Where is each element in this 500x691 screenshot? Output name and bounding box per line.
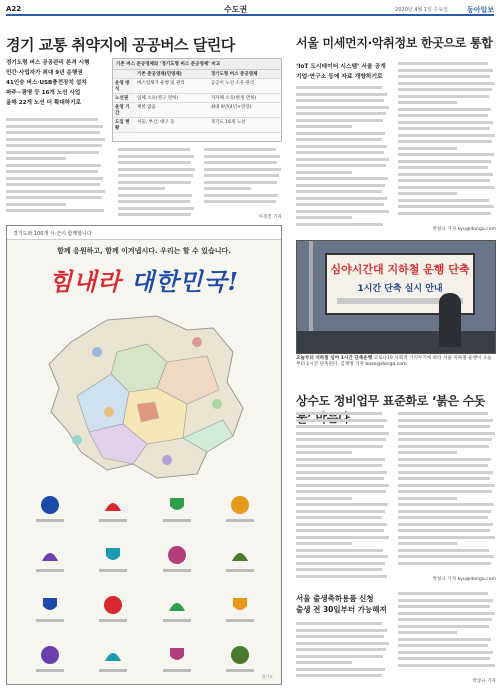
text-line <box>398 549 489 552</box>
text-line <box>398 503 494 506</box>
text-line <box>296 432 389 435</box>
paper-name: 동아일보 <box>466 6 494 14</box>
text-line <box>398 438 492 441</box>
text-line <box>296 635 384 638</box>
right-body-column-1 <box>296 86 390 232</box>
text-line <box>6 170 98 173</box>
text-line <box>398 451 457 454</box>
text-line <box>296 106 389 109</box>
text-line <box>118 148 190 151</box>
text-line <box>204 194 278 197</box>
table-row <box>113 103 281 118</box>
text-line <box>296 529 384 532</box>
text-line <box>398 179 490 182</box>
advertisement <box>6 225 282 685</box>
text-line <box>398 477 490 480</box>
issue-date: 2020년 4월 1일 수요일 <box>395 7 448 13</box>
city-emblem-icon <box>212 594 270 634</box>
right-headline-1: 서울 미세먼지·악취정보 한곳으로 통합 <box>296 36 493 50</box>
right-subhead: 기업·연구소 등에 자료 개방하기로 <box>296 74 383 80</box>
text-line <box>398 147 457 150</box>
text-line <box>398 153 494 156</box>
text-line <box>398 599 493 602</box>
text-line <box>398 516 488 519</box>
text-line <box>296 668 385 671</box>
text-line <box>398 127 490 130</box>
text-line <box>296 575 387 578</box>
text-line <box>398 140 492 143</box>
text-line <box>296 542 352 545</box>
city-emblem-icon <box>85 494 143 534</box>
table-row <box>113 94 281 103</box>
text-line <box>398 523 493 526</box>
text-line <box>398 445 489 448</box>
text-line <box>296 112 386 115</box>
comparison-table <box>112 58 282 142</box>
text-line <box>6 157 66 160</box>
text-line <box>296 484 389 487</box>
text-line <box>296 661 352 664</box>
text-line <box>118 213 191 216</box>
text-line <box>296 477 384 480</box>
page-number: A22 <box>6 5 22 13</box>
table-cell: 서울, 부산, 대구 등 <box>135 118 209 133</box>
text-line <box>398 192 457 195</box>
text-line <box>6 203 66 206</box>
table-row <box>113 79 281 94</box>
right-byline-3: 박창규 기자 <box>472 679 496 684</box>
text-line <box>398 542 457 545</box>
table-cell: 최대 9년(4년+연장) <box>209 103 281 118</box>
table-header: 경기도형 버스 준공영제 <box>209 70 281 79</box>
caption-credit: 김재명 기자 base@donga.com <box>340 362 407 367</box>
table-cell: 노선권 <box>113 94 135 103</box>
right-byline-2: 박창규 기자 kyu@donga.com <box>432 577 496 582</box>
text-line <box>296 184 385 187</box>
right-body-column-2 <box>398 62 496 222</box>
text-line <box>296 125 352 128</box>
text-line <box>296 674 382 677</box>
text-line <box>296 412 382 415</box>
table-header <box>113 70 135 79</box>
left-body-column-2 <box>118 148 196 220</box>
text-line <box>398 657 490 660</box>
text-line <box>296 210 389 213</box>
text-line <box>118 161 191 164</box>
text-line <box>204 155 280 158</box>
caption-lead: 오늘부터 지하철 심야 1시간 단축운행 <box>296 356 373 361</box>
table-cell: 제한 없음 <box>135 103 209 118</box>
text-line <box>6 209 104 212</box>
right-byline-1: 박창규 기자 kyu@donga.com <box>432 227 496 232</box>
table-cell: 경기도 16개 노선 <box>209 118 281 133</box>
news-photo <box>296 240 496 354</box>
text-line <box>398 108 491 111</box>
text-line <box>398 484 495 487</box>
text-line <box>118 187 165 190</box>
text-line <box>204 148 276 151</box>
text-line <box>296 622 382 625</box>
text-line <box>398 464 488 467</box>
text-line <box>398 160 491 163</box>
ad-brush-title <box>7 262 281 297</box>
text-line <box>296 562 385 565</box>
photo-person <box>439 293 461 347</box>
text-line <box>296 93 387 96</box>
text-line <box>6 183 100 186</box>
text-line <box>296 549 383 552</box>
table-cell: 업체 소유(영구 면허) <box>135 94 209 103</box>
text-line <box>398 497 457 500</box>
table-cell: 도입 현황 <box>113 118 135 133</box>
text-line <box>296 497 352 500</box>
text-line <box>398 82 495 85</box>
text-line <box>296 490 386 493</box>
text-line <box>118 181 191 184</box>
text-line <box>6 118 98 121</box>
text-line <box>6 164 101 167</box>
text-line <box>398 412 488 415</box>
text-line <box>296 458 385 461</box>
photo-platform <box>297 331 495 353</box>
text-line <box>6 190 105 193</box>
left-body-column-1 <box>6 118 106 218</box>
text-line <box>398 562 491 565</box>
text-line <box>398 425 490 428</box>
text-line <box>398 618 492 621</box>
right-body-column-4 <box>398 412 496 572</box>
text-line <box>398 458 491 461</box>
text-line <box>296 555 388 558</box>
text-line <box>398 173 493 176</box>
text-line <box>398 664 495 667</box>
text-line <box>296 516 382 519</box>
text-line <box>296 438 386 441</box>
text-line <box>118 174 193 177</box>
text-line <box>296 119 383 122</box>
left-subhead: 파주~광명 등 16개 노선 사업 <box>6 90 81 96</box>
text-line <box>296 197 387 200</box>
city-emblem-icon <box>148 594 206 634</box>
text-line <box>296 164 386 167</box>
text-line <box>398 419 493 422</box>
text-line <box>296 171 352 174</box>
city-emblem-icon <box>21 544 79 584</box>
section-name: 수도권 <box>224 5 248 14</box>
text-line <box>296 568 382 571</box>
text-line <box>296 203 384 206</box>
text-line <box>296 642 389 645</box>
text-line <box>398 95 489 98</box>
ad-brush-red: 힘내라 <box>48 267 131 296</box>
left-subhead: 41인승 버스·USB충전장치 설치 <box>6 80 87 86</box>
right-headline-2: 상수도 정비업무 표준화로 ‘붉은 수돗 <box>296 394 486 408</box>
city-emblem-icon <box>21 494 79 534</box>
city-emblem-icon <box>212 644 270 684</box>
city-emblem-icon <box>21 594 79 634</box>
table-title: 기존 버스 준공영제와 ‘경기도형 버스 준공영제’ 비교 <box>113 59 281 70</box>
text-line <box>398 432 495 435</box>
table-cell: 운영 기간 <box>113 103 135 118</box>
text-line <box>204 200 276 203</box>
table-cell: 지자체 소유(한정 면허) <box>209 94 281 103</box>
text-line <box>398 536 495 539</box>
text-line <box>296 138 382 141</box>
text-line <box>296 445 383 448</box>
text-line <box>398 612 495 615</box>
text-line <box>296 464 382 467</box>
left-body-column-3 <box>204 148 282 212</box>
text-line <box>296 523 387 526</box>
left-subhead: 경기도형 버스 공공관리 본격 시행 <box>6 60 90 66</box>
text-line <box>6 125 103 128</box>
table-cell: 공공이 노선 소유·관리 <box>209 79 281 94</box>
table-cell: 버스업체가 운행 및 관리 <box>135 79 209 94</box>
left-headline: 경기 교통 취약지에 공공버스 달린다 <box>6 36 235 54</box>
text-line <box>398 212 491 215</box>
text-line <box>398 471 493 474</box>
text-line <box>296 151 384 154</box>
text-line <box>296 190 382 193</box>
text-line <box>398 121 493 124</box>
sign-subtitle: 1시간 단축 실시 안내 <box>357 284 443 294</box>
city-emblem-icon <box>85 544 143 584</box>
right-body-column-6 <box>398 592 496 674</box>
text-line <box>398 592 488 595</box>
text-line <box>398 651 493 654</box>
text-line <box>296 648 386 651</box>
table-header: 기존 준공영제(민영제) <box>135 70 209 79</box>
text-line <box>398 529 490 532</box>
text-line <box>296 177 388 180</box>
text-line <box>118 155 194 158</box>
right-body-column-5 <box>296 622 390 684</box>
text-line <box>296 629 387 632</box>
text-line <box>204 181 277 184</box>
text-line <box>398 625 489 628</box>
text-line <box>204 168 281 171</box>
left-subheads <box>6 58 90 108</box>
sign-title: 심야시간대 지하철 운행 단축 <box>330 263 470 276</box>
text-line <box>6 151 99 154</box>
city-emblem-icon <box>85 594 143 634</box>
text-line <box>398 631 457 634</box>
text-line <box>398 62 488 65</box>
city-emblem-icon <box>148 644 206 684</box>
text-line <box>296 223 383 226</box>
caption-body: 코로나19 사회적 거리두기에 따라 서울 지하철 운행이 오늘부터 1시간 단축된다. <box>296 356 492 367</box>
city-emblem-icon <box>148 544 206 584</box>
ad-brush-blue: 대한민국! <box>130 267 240 296</box>
ad-logo-grid <box>21 494 269 684</box>
text-line <box>398 134 495 137</box>
text-line <box>296 471 387 474</box>
city-emblem-icon <box>212 544 270 584</box>
text-line <box>118 200 190 203</box>
photo-caption <box>296 356 496 368</box>
text-line <box>6 131 100 134</box>
city-emblem-icon <box>21 644 79 684</box>
right-headline-3-line: 서울 출생축하용품 신청 <box>296 594 374 603</box>
text-line <box>398 638 491 641</box>
text-line <box>6 138 105 141</box>
text-line <box>296 451 352 454</box>
right-body-column-3 <box>296 412 390 582</box>
text-line <box>204 187 251 190</box>
ad-top-text: 경기도와 100개 시·군이 함께합니다 <box>7 226 281 240</box>
text-line <box>204 161 277 164</box>
text-line <box>118 168 195 171</box>
text-line <box>398 199 489 202</box>
city-emblem-icon <box>148 494 206 534</box>
text-line <box>398 510 491 513</box>
text-line <box>6 196 102 199</box>
text-line <box>118 207 194 210</box>
right-subhead: ‘IoT 도시데이터 시스템’ 서울 공개 <box>296 64 386 70</box>
text-line <box>296 216 352 219</box>
text-line <box>398 69 493 72</box>
table-cell: 운영 방식 <box>113 79 135 94</box>
text-line <box>6 177 103 180</box>
gyeonggi-map-illustration <box>37 312 253 482</box>
table-row <box>113 118 281 133</box>
text-line <box>296 419 387 422</box>
city-emblem-icon <box>85 644 143 684</box>
text-line <box>118 194 192 197</box>
text-line <box>296 655 383 658</box>
text-line <box>398 605 490 608</box>
text-line <box>296 425 384 428</box>
text-line <box>204 174 279 177</box>
masthead <box>6 4 494 16</box>
text-line <box>398 555 494 558</box>
city-emblem-icon <box>212 494 270 534</box>
text-line <box>296 503 388 506</box>
right-headline-3-line: 출생 전 30일부터 가능해져 <box>296 605 387 614</box>
text-line <box>296 132 385 135</box>
text-line <box>398 88 492 91</box>
text-line <box>296 536 389 539</box>
text-line <box>398 186 495 189</box>
left-subhead: 민간·사업자가 최대 9년 운행권 <box>6 70 83 76</box>
text-line <box>296 510 385 513</box>
text-line <box>398 644 488 647</box>
text-line <box>398 490 492 493</box>
text-line <box>296 86 382 89</box>
ad-slogan: 함께 응원하고, 함께 이겨냅시다. 우리는 할 수 있습니다. <box>57 247 231 255</box>
text-line <box>398 166 488 169</box>
text-line <box>398 114 488 117</box>
right-subheads-1 <box>296 62 396 82</box>
text-line <box>398 101 457 104</box>
text-line <box>296 158 389 161</box>
left-subhead: 올해 22개 노선 더 확대하기로 <box>6 100 82 106</box>
text-line <box>296 99 384 102</box>
text-line <box>296 145 387 148</box>
text-line <box>398 75 490 78</box>
left-byline: 이경진 기자 <box>258 215 282 220</box>
ad-footer: 경기도 <box>261 674 273 679</box>
text-line <box>398 205 494 208</box>
text-line <box>6 144 102 147</box>
